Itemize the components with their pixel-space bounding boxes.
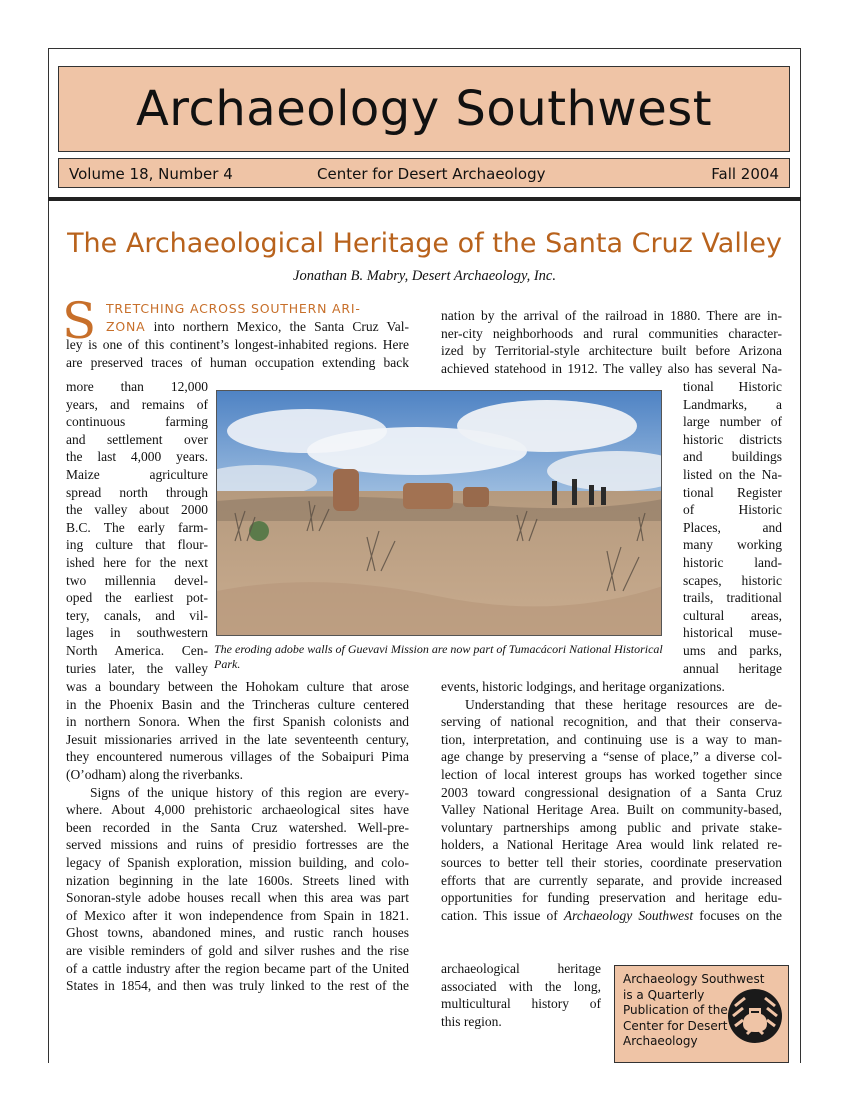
photo-caption: The eroding adobe walls of Guevavi Mission are now part of Tumacácori National Historical Park. [214,642,663,671]
sidebar-line: Publication of the [623,1003,728,1017]
text-line: ized by Territorial-style architecture built before Arizona [441,343,782,359]
article-headline: The Archaeological Heritage of the Santa Cruz Valley [67,228,782,259]
text-line: serving of national recognition, and that their conserva- [441,714,782,730]
text-line: ner-city neighborhoods and rural communities character- [441,325,782,341]
right-top-column [441,307,782,377]
text-line: cultural areas, [683,607,782,623]
left-bottom-column [66,678,409,995]
text-line: tional Historic [683,379,782,394]
text-line: Valley National Heritage Area. Built on community-based, [441,802,782,818]
text-line: continuous farming [66,414,208,430]
text-line: the last 4,000 years. [66,449,208,465]
publication-title-italic: Archaeology Southwest [563,907,694,923]
text-line: in northern Sonora. When the first Spanish colonists and [66,714,409,730]
right-narrow-column [683,378,782,677]
text-line: Understanding that these heritage resources are de- [465,696,782,712]
text-line: are preserved traces of human occupation extending back [66,354,409,370]
text-line: oped the earliest pot- [66,590,208,606]
issue-season: Fall 2004 [711,165,779,183]
text-line: two millennia devel- [66,572,208,588]
text-line: in the Phoenix Basin and the Trincheras culture centered [66,696,409,712]
text-line: annual heritage [683,660,782,676]
issue-bar [58,158,790,188]
text-line: historical muse- [683,625,782,641]
text-line: served missions and ruins of presidio fortresses are the [66,837,409,853]
issue-volume: Volume 18, Number 4 [69,165,233,183]
text-line: multicultural history of [441,996,601,1012]
text-line: and buildings [683,449,782,465]
text-line: more than 12,000 [66,379,208,394]
text-line: spread north through [66,484,208,500]
article-byline: Jonathan B. Mabry, Desert Archaeology, Inc. [293,268,556,284]
text-line: turies later, the valley [66,660,208,676]
text-line: nization beginning in the late 1600s. Streets lined with [66,872,409,888]
text-line: associated with the long, [441,978,601,994]
publication-sidebar [614,965,789,1063]
text-line: listed on the Na- [683,466,782,482]
masthead-rule [48,197,801,201]
text-line: North America. Cen- [66,642,208,658]
text-line: ums and parks, [683,642,782,658]
lead-text: into northern Mexico, the Santa Cruz Val- [145,319,409,334]
text-line: opportunities for funding preservation and heritage edu- [441,890,782,906]
text-line: voluntary partnerships among public and private stake- [441,819,782,835]
text-line: historic land- [683,554,782,570]
text-line: achieved statehood in 1912. The valley also has several Na- [441,360,782,376]
text-line: archaeological heritage [441,961,601,976]
text-line [441,907,782,925]
right-last-column [441,960,601,1030]
text-line: tional Register [683,484,782,500]
text-line: years, and remains of [66,396,208,412]
text-line: ing culture that flour- [66,537,208,553]
lead-line-2 [106,318,409,336]
masthead [58,66,790,152]
text-line: efforts that are currently separate, and provide increased [441,872,782,888]
text-line: historic districts [683,431,782,447]
text-line: Places, and [683,519,782,535]
text-fragment: cation. This issue of [441,907,564,923]
text-line: this region. [441,1013,502,1029]
text-line: States in 1854, and then was truly linked to the rest of the [66,978,409,994]
text-line: of Historic [683,502,782,518]
lead-smallcaps: TRETCHING ACROSS SOUTHERN ARI- [106,301,361,316]
text-line: trails, traditional [683,590,782,606]
drop-cap: S [62,292,97,350]
sidebar-line: Archaeology Southwest [623,972,765,986]
center-logo-icon [725,986,785,1046]
text-line: scapes, historic [683,572,782,588]
text-line: many working [683,537,782,553]
text-line: Landmarks, a [683,396,782,412]
lead-line-1 [106,300,409,318]
left-narrow-column [66,378,208,677]
text-line: nation by the arrival of the railroad in 1880. There are in- [441,308,782,323]
text-line: Ghost towns, abandoned mines, and rustic ranch houses [66,925,409,941]
text-line: Sonoran-style adobe houses recall when this area was part [66,890,409,906]
text-line: where. About 4,000 prehistoric archaeological sites have [66,802,409,818]
text-line: large number of [683,414,782,430]
text-line: ished here for the next [66,554,208,570]
text-line: tion, interpretation, and continuing use is a way to man- [441,731,782,747]
text-line: the valley about 2000 [66,502,208,518]
text-line: of Mexico after it won independence from Spain in 1821. [66,907,409,923]
text-line: holders, a National Heritage Area would link related re- [441,837,782,853]
right-bottom-column [441,678,782,924]
left-top-block [66,336,409,371]
text-line: ley is one of this continent’s longest-inhabited regions. Here [66,337,409,352]
text-line: 2003 toward congressional designation of a Santa Cruz [441,784,782,800]
text-line: age change by preserving a “sense of place,” a diverse col- [441,749,782,765]
text-fragment: focuses on the [693,907,782,923]
text-line: been recorded in the Santa Cruz watershed. Well-pre- [66,819,409,835]
lead-smallcaps-2: ZONA [106,319,146,334]
text-line: tery, canals, and vil- [66,607,208,623]
guevavi-mission-photo [216,390,662,636]
text-line: was a boundary between the Hohokam culture that arose [66,679,409,694]
text-line: Maize agriculture [66,466,208,482]
text-line: B.C. The early farm- [66,519,208,535]
text-line: they encountered numerous villages of the Sobaipuri Pima [66,749,409,765]
masthead-title: Archaeology Southwest [135,81,713,137]
sidebar-line: Center for Desert [623,1018,728,1033]
text-line: Signs of the unique history of this region are every- [90,784,409,800]
text-line: lection of local interest groups has worked together since [441,766,782,782]
text-line: sources to better tell their stories, coordinate preservation [441,854,782,870]
text-line: Jesuit missionaries arrived in the late seventeenth century, [66,731,409,747]
issue-publisher: Center for Desert Archaeology [317,165,546,183]
sidebar-line: Archaeology [623,1034,698,1048]
text-line: events, historic lodgings, and heritage organizations. [441,679,725,694]
sidebar-line: is a Quarterly [623,987,705,1002]
text-line: legacy of Spanish exploration, mission building, and colo- [66,854,409,870]
text-line: of a cattle industry after the region became part of the United [66,960,409,976]
text-line: are visible reminders of gold and silver rushes and the rise [66,942,409,958]
text-line: lages in southwestern [66,625,208,641]
text-line: (O’odham) along the riverbanks. [66,766,243,782]
text-line: and settlement over [66,431,208,447]
